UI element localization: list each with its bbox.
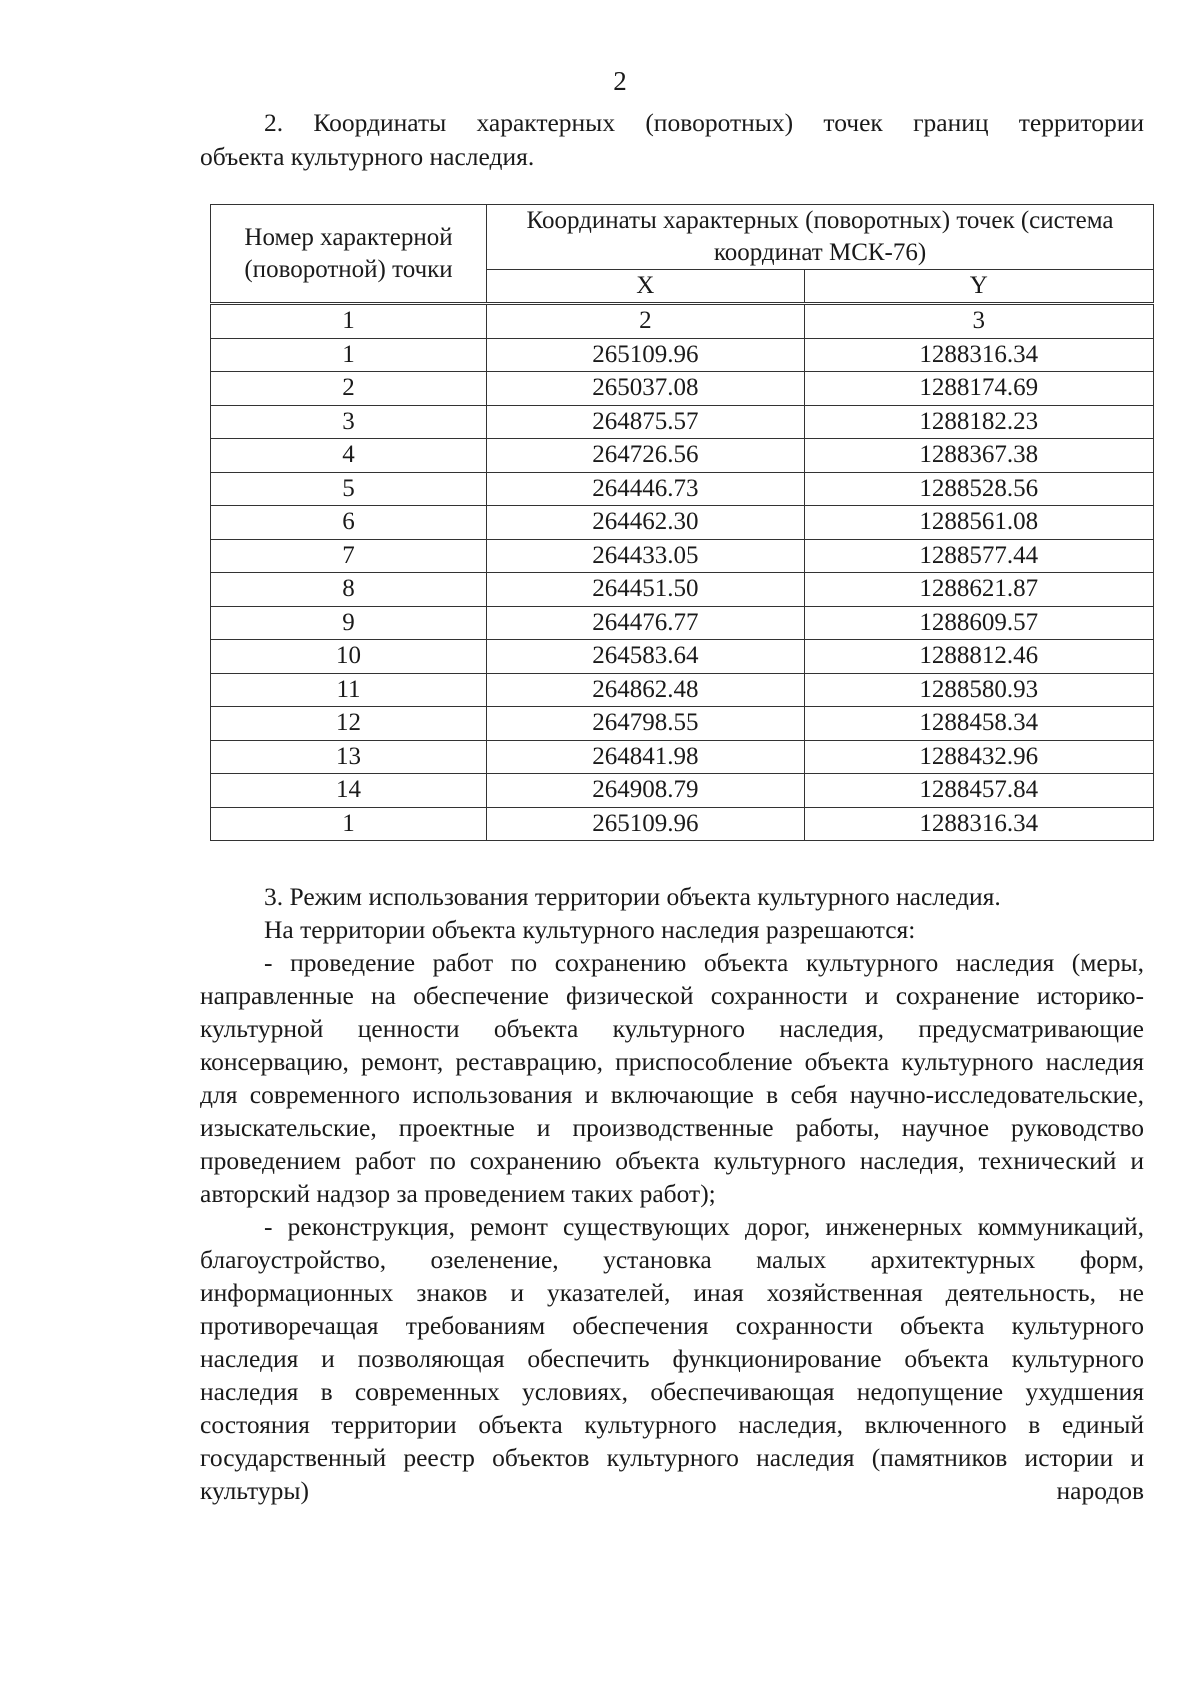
table-row — [211, 774, 1154, 808]
section-2-heading-line1: 2. Координаты характерных (поворотных) точек границ территории — [264, 108, 1144, 137]
point-number-cell: 11 — [211, 673, 487, 707]
x-coordinate-cell: 265109.96 — [487, 338, 805, 372]
table-row — [211, 405, 1154, 439]
section-2-heading — [200, 106, 1144, 174]
header-x: X — [487, 270, 805, 304]
point-number-cell: 4 — [211, 439, 487, 473]
header-coordinates: Координаты характерных (поворотных) точек (система координат МСК-76) — [487, 205, 1154, 270]
table-row — [211, 539, 1154, 573]
coordinates-table — [210, 204, 1154, 841]
table-row — [211, 740, 1154, 774]
y-coordinate-cell: 1288432.96 — [804, 740, 1153, 774]
x-coordinate-cell: 264583.64 — [487, 640, 805, 674]
x-coordinate-cell: 264726.56 — [487, 439, 805, 473]
section-3-item-2: - реконструкция, ремонт существующих дорог, инженерных коммуникаций, благоустройство, озеленение, установка малых архитектурных форм, информационных знаков и указателей, иная хозяйственная деятельность, не противоречащая требованиям обеспечения сохранности объекта культурного наследия и позволяющая обеспечить функционирование объекта культурного наследия в современных условиях, обеспечивающая недопущение ухудшения состояния территории объекта культурного наследия, включенного в единый государственный реестр объектов культурного наследия (памятников истории и культуры) народов — [200, 1212, 1144, 1505]
y-coordinate-cell: 1288316.34 — [804, 338, 1153, 372]
x-coordinate-cell: 264476.77 — [487, 606, 805, 640]
x-coordinate-cell: 264862.48 — [487, 673, 805, 707]
y-coordinate-cell: 1288457.84 — [804, 774, 1153, 808]
point-number-cell: 2 — [211, 372, 487, 406]
y-coordinate-cell: 1288577.44 — [804, 539, 1153, 573]
point-number-cell: 14 — [211, 774, 487, 808]
x-coordinate-cell: 264462.30 — [487, 506, 805, 540]
section-3-title: 3. Режим использования территории объекта культурного наследия. — [264, 882, 1001, 911]
point-number-cell: 9 — [211, 606, 487, 640]
y-coordinate-cell: 1288316.34 — [804, 807, 1153, 841]
point-number-cell: 1 — [211, 338, 487, 372]
table-row — [211, 372, 1154, 406]
section-3-item-1: - проведение работ по сохранению объекта культурного наследия (меры, направленные на обеспечение физической сохранности и сохранение историко-культурной ценности объекта культурного наследия, предусматривающие консервацию, ремонт, реставрацию, приспособление объекта культурного наследия для современного использования и включающие в себя научно-исследовательские, изыскательские, проектные и производственные работы, научное руководство проведением работ по сохранению объекта культурного наследия, технический и авторский надзор за проведением таких работ); — [200, 948, 1144, 1208]
header-point-number: Номер характерной (поворотной) точки — [211, 205, 487, 304]
point-number-cell: 7 — [211, 539, 487, 573]
section-2-heading-line2: объекта культурного наследия. — [200, 142, 535, 171]
point-number-cell: 5 — [211, 472, 487, 506]
table-row — [211, 606, 1154, 640]
page-number: 2 — [613, 66, 627, 96]
table-row — [211, 338, 1154, 372]
header-y: Y — [804, 270, 1153, 304]
x-coordinate-cell: 264451.50 — [487, 573, 805, 607]
column-numbers-row — [211, 304, 1154, 339]
y-coordinate-cell: 1288561.08 — [804, 506, 1153, 540]
y-coordinate-cell: 1288174.69 — [804, 372, 1153, 406]
table-row — [211, 640, 1154, 674]
y-coordinate-cell: 1288621.87 — [804, 573, 1153, 607]
column-number-cell: 2 — [487, 304, 805, 339]
table-row — [211, 506, 1154, 540]
table-row — [211, 472, 1154, 506]
point-number-cell: 13 — [211, 740, 487, 774]
x-coordinate-cell: 264433.05 — [487, 539, 805, 573]
point-number-cell: 1 — [211, 807, 487, 841]
point-number-cell: 6 — [211, 506, 487, 540]
x-coordinate-cell: 264875.57 — [487, 405, 805, 439]
table-row — [211, 673, 1154, 707]
y-coordinate-cell: 1288182.23 — [804, 405, 1153, 439]
y-coordinate-cell: 1288812.46 — [804, 640, 1153, 674]
x-coordinate-cell: 264841.98 — [487, 740, 805, 774]
column-number-cell: 3 — [804, 304, 1153, 339]
x-coordinate-cell: 264798.55 — [487, 707, 805, 741]
y-coordinate-cell: 1288609.57 — [804, 606, 1153, 640]
table-row — [211, 573, 1154, 607]
x-coordinate-cell: 264446.73 — [487, 472, 805, 506]
point-number-cell: 8 — [211, 573, 487, 607]
x-coordinate-cell: 265037.08 — [487, 372, 805, 406]
y-coordinate-cell: 1288458.34 — [804, 707, 1153, 741]
point-number-cell: 10 — [211, 640, 487, 674]
table-row — [211, 807, 1154, 841]
point-number-cell: 3 — [211, 405, 487, 439]
section-3 — [200, 880, 1144, 1507]
x-coordinate-cell: 265109.96 — [487, 807, 805, 841]
y-coordinate-cell: 1288580.93 — [804, 673, 1153, 707]
table-row — [211, 439, 1154, 473]
point-number-cell: 12 — [211, 707, 487, 741]
section-3-allowed-intro: На территории объекта культурного наследия разрешаются: — [264, 915, 916, 944]
y-coordinate-cell: 1288367.38 — [804, 439, 1153, 473]
y-coordinate-cell: 1288528.56 — [804, 472, 1153, 506]
column-number-cell: 1 — [211, 304, 487, 339]
x-coordinate-cell: 264908.79 — [487, 774, 805, 808]
table-row — [211, 707, 1154, 741]
